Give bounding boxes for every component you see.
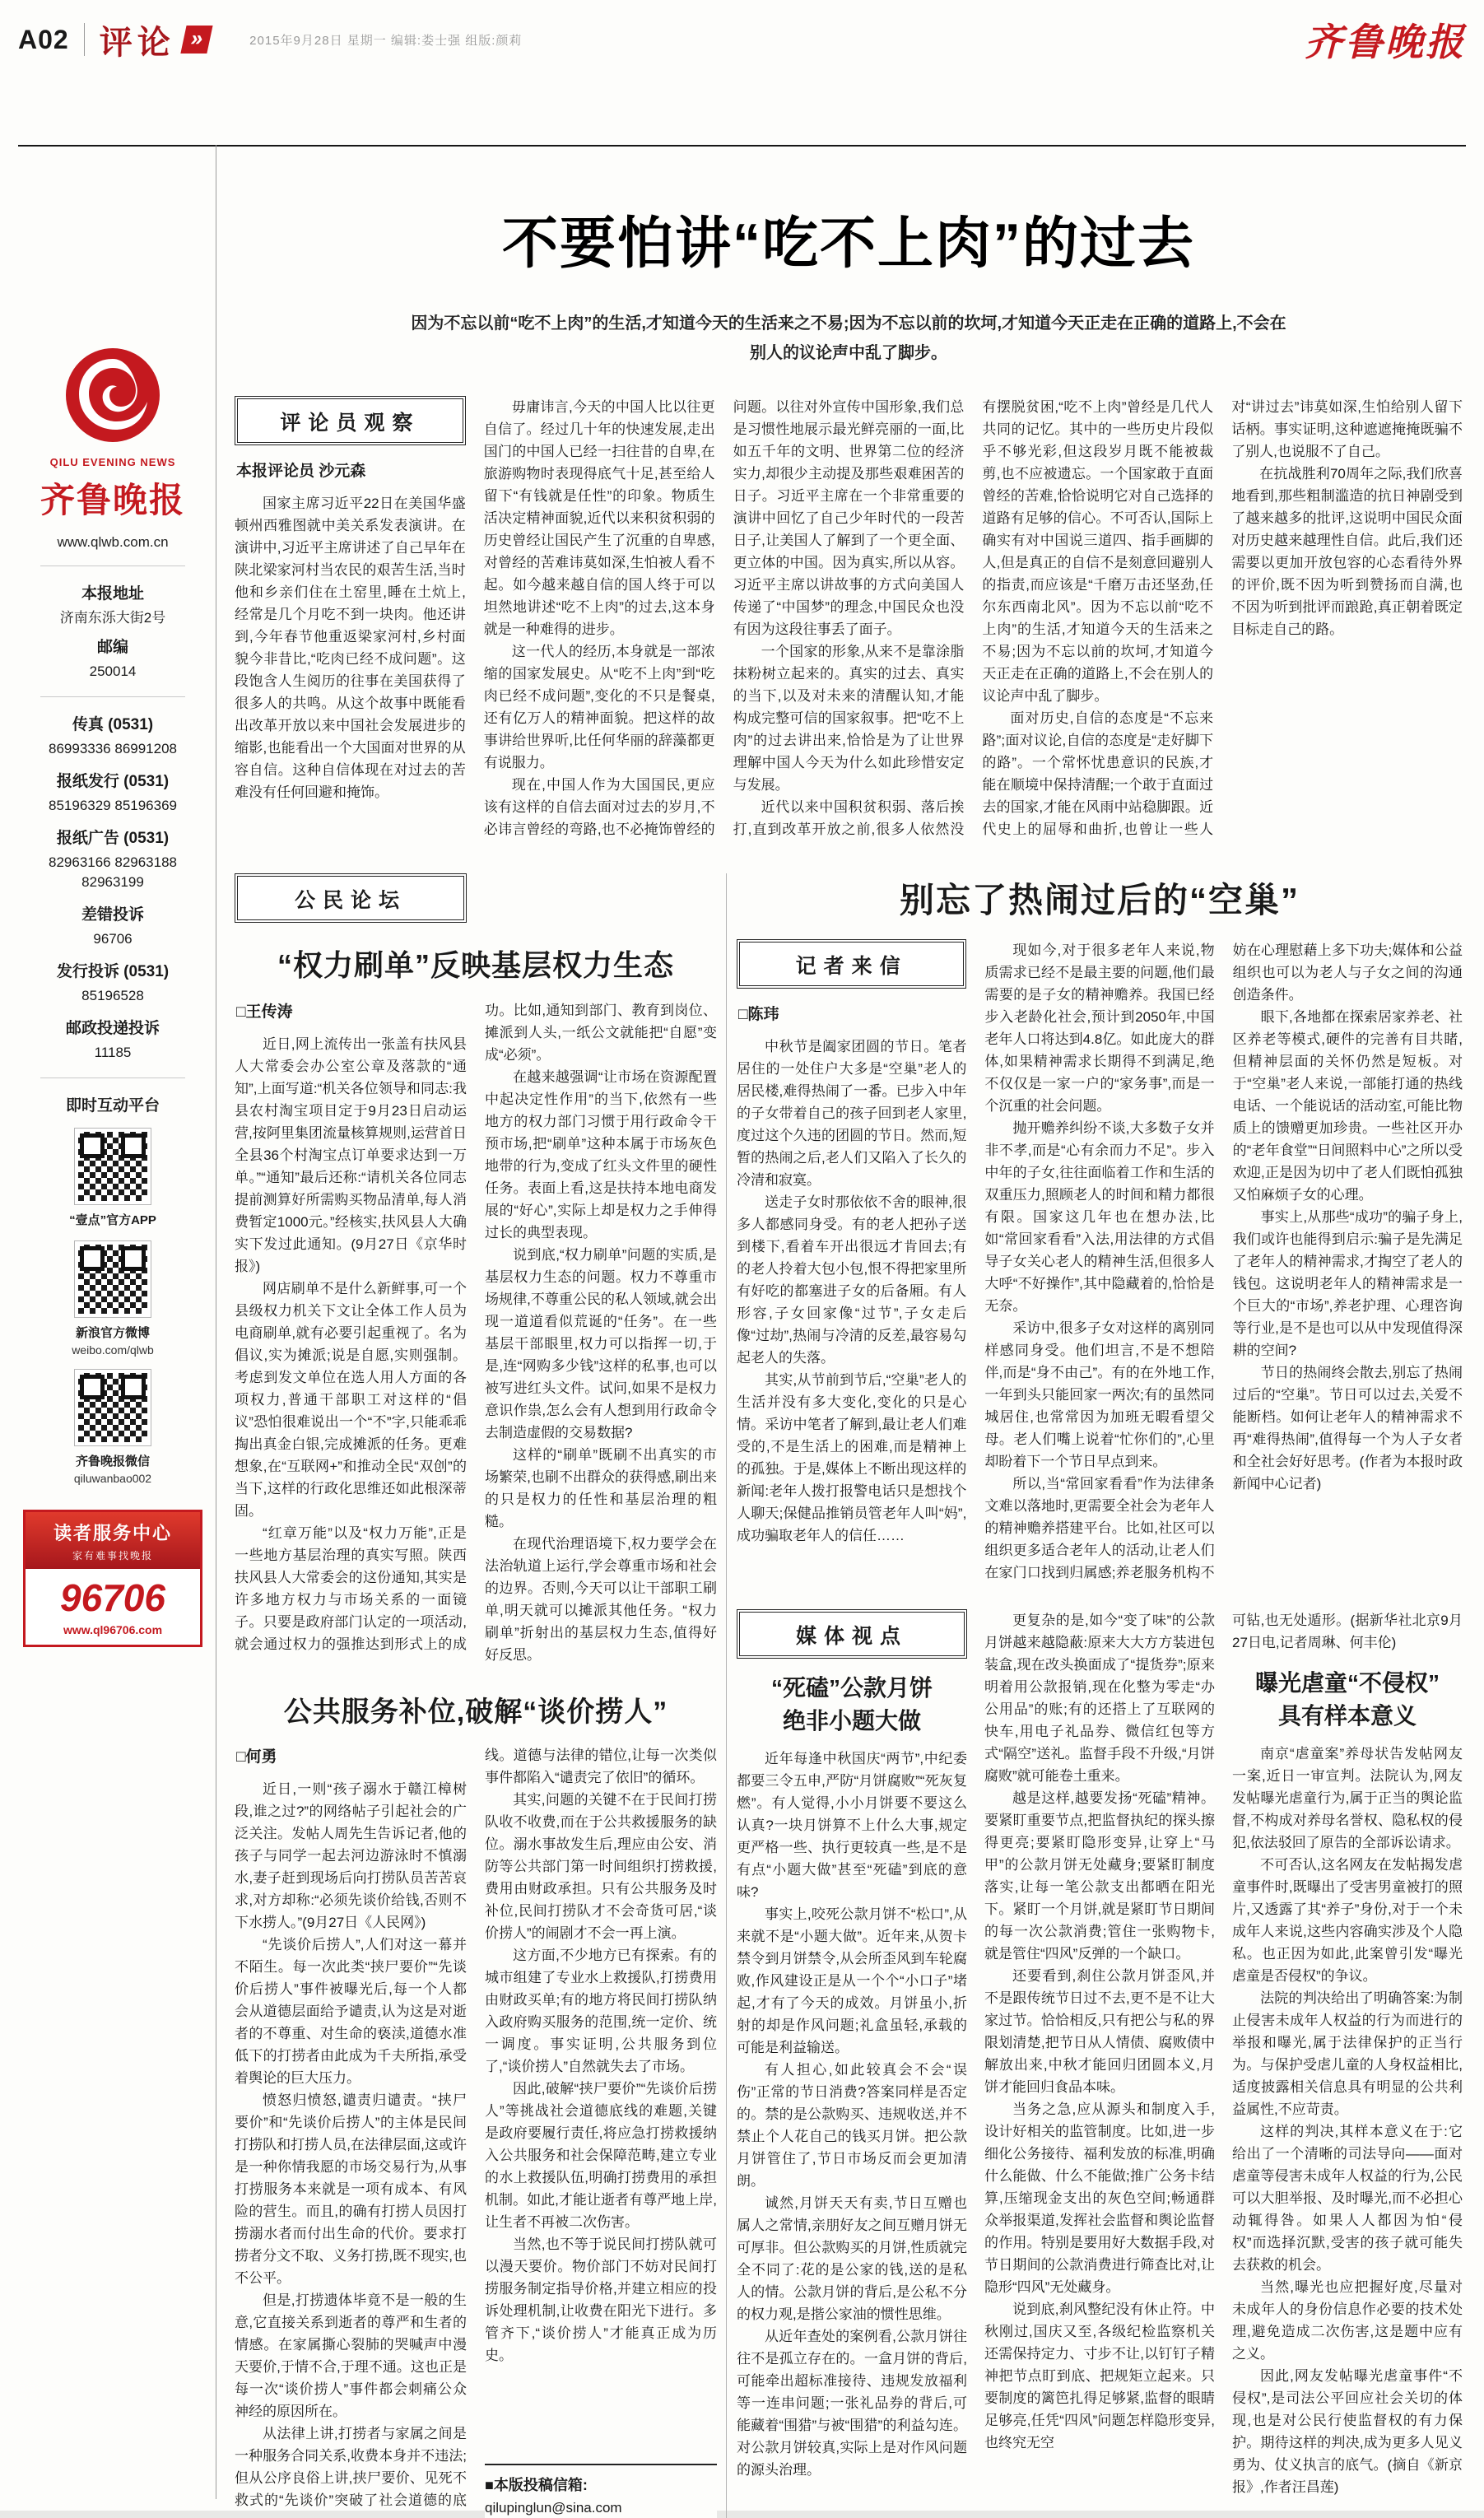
paragraph: 事实上,从那些“成功”的骗子身上,我们或许也能得到启示:骗子是先满足了老年人的精神需求,才掏空了老人的钱包。这说明老年人的精神需求是一个巨大的“市场”,养老护理、心理咨询等行业,是不是也可以从中发现值得深耕的空间? xyxy=(1232,1209,1463,1358)
paragraph: 但是,打捞遗体毕竟不是一般的生意,它直接关系到逝者的尊严和生者的情感。在家属撕心裂肺的哭喊声中漫天要价,于情不合,于理不通。这也正是每一次“谈价捞人”事件都会刺痛公众神经的原因所在。 xyxy=(235,2292,467,2419)
sidebar-divider-line xyxy=(40,1077,185,1078)
qr-caption: 新浪官方微博 xyxy=(75,1326,150,1340)
forum-article2-wrap xyxy=(235,1744,717,2518)
paragraph: 一个国家的形象,从来不是靠涂脂抹粉树立起来的。真实的过去、真实的当下,以及对未来的清醒认知,才能构成完整可信的国家叙事。把“吃不上肉”的过去讲出来,恰恰是为了让世界理解中国人今天为什么如此珍惜安定与发展。 xyxy=(733,644,965,793)
contact-label: 邮政投递投诉 xyxy=(65,1020,160,1037)
brand-logo-icon xyxy=(63,346,162,444)
contact-item xyxy=(23,1016,202,1063)
lead-byline: 本报评论员 沙元森 xyxy=(236,463,366,480)
paragraph: 法院的判决给出了明确答案:为制止侵害未成年人权益的行为而进行的举报和曝光,属于法律保护的正当行为。与保护受虐儿童的人身权益相比,适度披露相关信息具有明显的公共利益属性,不应苛责。 xyxy=(1232,1990,1463,2117)
paragraph: 这样的判决,其样本意义在于:它给出了一个清晰的司法导向——面对虐童等侵害未成年人权益的行为,公民可以大胆举报、及时曝光,而不必担心动辄得咎。如果人人都因为怕“侵权”而选择沉默,受害的孩子就可能失去获救的机会。 xyxy=(1232,2124,1463,2273)
right-region xyxy=(727,873,1463,2518)
paragraph: 这一代人的经历,本身就是一部浓缩的国家发展史。从“吃不上肉”到“吃肉已经不成问题”,变化的不只是餐桌,还有亿万人的精神面貌。把这样的故事讲给世界听,比任何华丽的辞藻都更有说服力。 xyxy=(483,644,715,770)
dateline: 2015年9月28日 星期一 编辑:娄士强 组版:颜莉 xyxy=(249,33,523,48)
lead-deck: 因为不忘以前“吃不上肉”的生活,才知道今天的生活来之不易;因为不忘以前的坎坷,才知道今天正走在正确的道路上,不会在别人的议论声中乱了脚步。 xyxy=(411,314,1286,362)
paragraph: 在越来越强调“让市场在资源配置中起决定性作用”的当下,依然有一些地方的权力部门习惯于用行政命令干预市场,把“刷单”这种本属于市场灰色地带的行为,变成了红头文件里的硬性任务。表面上看,这是扶持本地电商发展的“好心”,实际上却是权力之手伸得过长的典型表现。 xyxy=(485,1069,717,1240)
address-value: 济南东泺大街2号 xyxy=(59,610,166,626)
contact-numbers: 85196528 xyxy=(81,988,144,1003)
letter-paragraphs xyxy=(737,939,1463,1586)
paragraph: 愤怒归愤怒,谴责归谴责。“挟尸要价”和“先谈价后捞人”的主体是民间打捞队和打捞人员,在法律层面,这或许是一种你情我愿的市场交易行为,从事打捞服务本来就是一项有成本、有风险的营生。而且,的确有打捞人员因打捞溺水者而付出生命的代价。要求打捞者分文不取、义务打捞,既不现实,也不公平。 xyxy=(235,2092,467,2286)
paragraph: 中秋节是阖家团圆的节日。笔者居住的一处住户大多是“空巢”老人的居民楼,难得热闹了一番。已步入中年的子女带着自己的孩子回到老人家里,度过这个久违的团圆的节日。然而,短暂的热闹之后,老人们又陷入了长久的冷清和寂寞。 xyxy=(737,1039,967,1188)
qr-item xyxy=(23,1370,202,1485)
paragraph: 当务之急,应从源头和制度入手,设计好相关的监管制度。比如,进一步细化公务接待、福利发放的标准,明确什么能做、什么不能做;推广公务卡结算,压缩现金支出的灰色空间;畅通群众举报渠道,发挥社会监督和舆论监督的作用。特别是要用好大数据手段,对节日期间的公款消费进行筛查比对,让隐形“四风”无处藏身。 xyxy=(984,2101,1215,2295)
paragraph: 当然,曝光也应把握好度,尽量对未成年人的身份信息作必要的技术处理,避免造成二次伤害,这是题中应有之义。 xyxy=(1232,2279,1463,2362)
qr-subcaption: qiluwanbao002 xyxy=(73,1472,152,1485)
paragraph: “先谈价后捞人”,人们对这一幕并不陌生。每一次此类“挟尸要价”“先谈价后捞人”事件被曝光后,每一个人都会从道德层面给予谴责,认为这是对逝者的不尊重、对生命的亵渎,道德水准低下的打捞者由此成为千夫所指,承受着舆论的巨大压力。 xyxy=(235,1937,467,2086)
reader-service-tagline: 家有难事找晚报 xyxy=(72,1550,153,1562)
media-view-region xyxy=(737,1609,1463,2515)
media-article2-headline-line2: 具有样本意义 xyxy=(1277,1703,1417,1729)
paragraph: 这方面,不少地方已有探索。有的城市组建了专业水上救援队,打捞费用由财政买单;有的地方将民间打捞队纳入政府购买服务的范围,统一定价、统一调度。事实证明,公共服务到位了,“谈价捞人”自然就失去了市场。 xyxy=(485,1948,717,2074)
contact-list xyxy=(23,712,202,1063)
media-column-1 xyxy=(737,1609,967,2515)
contact-label: 报纸广告 (0531) xyxy=(56,830,170,847)
media-article1-paragraphs-b xyxy=(984,1609,1215,2454)
contact-label: 报纸发行 (0531) xyxy=(56,773,170,790)
kicker-commentator-observation: 评论员观察 xyxy=(235,396,466,445)
page-header xyxy=(18,13,1466,66)
header-divider xyxy=(84,23,85,56)
paragraph: 近日,一则“孩子溺水于赣江樟树段,谁之过?”的网络帖子引起社会的广泛关注。发帖人周先生告诉记者,他的孩子与同学一起去河边游泳时不慎溺水,妻子赶到现场后向打捞队员苦苦哀求,对方却称:“必须先谈价给钱,否则不下水捞人。”(9月27日《人民网》) xyxy=(235,1781,467,1930)
postcode-value: 250014 xyxy=(89,663,137,679)
paragraph: 毋庸讳言,今天的中国人比以往更自信了。经过几十年的快速发展,走出国门的中国人已经一扫往昔的自卑,在旅游购物时表现得底气十足,甚至给人留下“有钱就是任性”的印象。物质生活决定精神面貌,近代以来积贫积弱的历史曾经让国民产生了沉重的自卑感,对曾经的苦难讳莫如深,生怕被人看不起。如今越来越自信的国人终于可以坦然地讲述“吃不上肉”的过去,这本身就是一种难得的进步。 xyxy=(483,399,715,637)
contact-label: 差错投诉 xyxy=(81,906,144,924)
qr-list xyxy=(23,1129,202,1485)
masthead-logo: 齐鲁晚报 xyxy=(1305,20,1466,64)
contact-numbers: 86993336 86991208 xyxy=(49,741,177,756)
contact-item xyxy=(23,826,202,892)
letter-body xyxy=(737,939,1463,1586)
paragraph: 说到底,“权力刷单”问题的实质,是基层权力生态的问题。权力不尊重市场规律,不尊重公民的私人领域,就会出现一道道看似荒诞的“任务”。在一些基层干部眼里,权力可以指挥一切,于是,连“网购多少钱”这样的私事,也可以被写进红头文件。试问,如果不是权力意识作祟,怎么会有人想到用行政命令去制造虚假的交易数据? xyxy=(485,1247,717,1441)
paragraph: 事实上,咬死公款月饼不“松口”,从来就不是“小题大做”。近年来,从贺卡禁令到月饼禁令,从会所歪风到车轮腐败,作风建设正是从一个个“小口子”堵起,才有了今天的成效。月饼虽小,折射的却是作风问题;礼盒虽轻,承载的可能是利益输送。 xyxy=(737,1906,967,2055)
paragraph: 从法律上讲,打捞者与家属之间是一种服务合同关系,收费本身并不违法;但从公序良俗上讲,挟尸要价、见死不救式的“先谈价”突破了社会道德的底线。道德与法律的错位,让每一次类似事件都陷入“谴责完了依旧”的循环。 xyxy=(235,1748,717,2508)
reader-service-number: 96706 xyxy=(60,1576,165,1619)
paragraph: 有人担心,如此较真会不会“误伤”正常的节日消费?答案同样是否定的。禁的是公款购买、违规收送,并不禁止个人花自己的钱买月饼。把公款月饼管住了,节日市场反而会更加清朗。 xyxy=(737,2062,967,2189)
interactive-platform-title: 即时互动平台 xyxy=(65,1097,160,1115)
media-article2-headline xyxy=(1232,1667,1463,1733)
paragraph: 近日,网上流传出一张盖有扶风县人大常委会办公室公章及落款的“通知”,上面写道:“机关各位领导和同志:我县农村淘宝项目定于9月23日启动运营,按阿里集团流量核算规则,运营首日全县36个村淘宝点订单要求达到一万单。”“通知”最后还称:“请机关各位同志提前测算好所需购买物品清单,每人消费暂定1000元。”经核实,扶风县人大确实下发过此通知。(9月27日《京华时报》) xyxy=(235,1036,467,1274)
paragraph: 诚然,月饼天天有卖,节日互赠也属人之常情,亲朋好友之间互赠月饼无可厚非。但公款购买的月饼,性质就完全不同了:花的是公家的钱,送的是私人的情。公款月饼的背后,是公私不分的权力观,是揩公家油的惯性思维。 xyxy=(737,2195,967,2322)
forum-article2-byline: □何勇 xyxy=(236,1748,277,1766)
contact-label: 发行投诉 (0531) xyxy=(56,963,170,980)
forum-article2-paragraphs xyxy=(235,1744,717,2518)
paragraph: 面对历史,自信的态度是“不忘来路”;面对议论,自信的态度是“走好脚下的路”。一个常怀忧患意识的民族,才能在顺境中保持清醒;一个敢于直面过去的国家,才能在风雨中站稳脚跟。近代史上的屈辱和曲折,也曾让一些人对“讲过去”讳莫如深,生怕给别人留下话柄。事实证明,这种遮遮掩掩既骗不了别人,也说服不了自己。 xyxy=(982,399,1463,837)
qr-caption: “壹点”官方APP xyxy=(69,1213,156,1227)
address-block xyxy=(23,581,202,682)
lead-article-body xyxy=(235,396,1463,844)
paragraph: 在抗战胜利70周年之际,我们欣喜地看到,那些粗制滥造的抗日神剧受到了越来越多的批评,这说明中国民众面对历史越来越理性自信。此后,我们还需要以更加开放包容的心态看待外界的评价,既不因为听到赞扬而自满,也不因为听到批评而踉跄,真正朝着既定目标走自己的路。 xyxy=(1231,466,1463,637)
paragraph: 说到底,刹风整纪没有休止符。中秋刚过,国庆又至,各级纪检监察机关还需保持定力、寸步不让,以钉钉子精神把节点盯到底、把规矩立起来。只要制度的篱笆扎得足够紧,监督的眼睛足够亮,任凭“四风”问题怎样隐形变异,也终究无空 xyxy=(984,2302,1215,2451)
forum-article1-paragraphs xyxy=(235,999,717,1666)
contact-item xyxy=(23,712,202,759)
media-article2-paragraphs xyxy=(1232,1743,1463,2498)
sidebar-divider-line xyxy=(40,696,185,697)
media-article1-headline-line1: “死磕”公款月饼 xyxy=(770,1675,933,1701)
paragraph: 送走子女时那依依不舍的眼神,很多人都感同身受。有的老人把孙子送到楼下,看着车开出很远才肯回去;有的老人拎着大包小包,恨不得把家里所有好吃的都塞进子女的后备厢。有人形容,子女回家像“过节”,子女走后像“过劫”,热闹与冷清的反差,最容易勾起老人的失落。 xyxy=(737,1194,967,1366)
section-flag-icon: » xyxy=(180,26,213,54)
lower-sections xyxy=(235,873,1463,2518)
paragraph: 南京“虐童案”养母状告发帖网友一案,近日一审宣判。法院认为,网友发帖曝光虐童行为,属于正当的舆论监督,不构成对养母名誉权、隐私权的侵犯,依法驳回了原告的全部诉讼请求。 xyxy=(1232,1746,1463,1850)
paragraph: 从近年查处的案例看,公款月饼往往不是孤立存在的。一盒月饼的背后,可能牵出超标准接待、违规发放福利等一连串问题;一张礼品券的背后,可能藏着“围猎”与被“围猎”的利益勾连。对公款月饼较真,实际上是对作风问题的源头治理。 xyxy=(737,2329,967,2478)
contact-label: 传真 (0531) xyxy=(72,716,154,733)
media-article2-headline-line1: 曝光虐童“不侵权” xyxy=(1254,1670,1440,1696)
paragraph: 更复杂的是,如今“变了味”的公款月饼越来越隐蔽:原来大大方方装进包装盒,现在改头换面成了“提货券”;原来明着用公款报销,现在化整为零走“办公用品”的账;有的还搭上了互联网的快车,用电子礼品券、微信红包等方式“隔空”送礼。监督手段不升级,“月饼腐败”就可能卷土重来。 xyxy=(984,1613,1215,1784)
page-number: A02 xyxy=(18,24,69,54)
letter-byline: □陈玮 xyxy=(738,1006,779,1023)
paragraph: 因此,破解“挟尸要价”“先谈价后捞人”等挑战社会道德底线的难题,关键是政府要履行责任,将应急打捞救援纳入公共服务和社会保障范畴,建立专业的水上救援队伍,明确打捞费用的承担机制。如此,才能让逝者有尊严地上岸,让生者不再被二次伤害。 xyxy=(485,2081,717,2230)
forum-article1-byline: □王传涛 xyxy=(236,1003,293,1021)
sidebar xyxy=(23,346,202,1647)
paragraph: 还要看到,刹住公款月饼歪风,并不是跟传统节日过不去,更不是不让大家过节。恰恰相反,只有把公与私的界限划清楚,把节日从人情债、腐败债中解放出来,中秋才能回归团圆本义,月饼才能回归食品本味。 xyxy=(984,1968,1215,2095)
main-content xyxy=(235,153,1463,2518)
address-label: 本报地址 xyxy=(81,585,144,603)
paragraph: 眼下,各地都在探索居家养老、社区养老等模式,硬件的完善有目共睹,但精神层面的关怀仍然是短板。对于“空巢”老人来说,一部能打通的热线电话、一个能说话的活动室,可能比物质上的馈赠更加珍贵。一些社区开办的“老年食堂”“日间照料中心”之所以受欢迎,正是因为切中了老人们既怕孤独又怕麻烦子女的心理。 xyxy=(1232,1009,1463,1203)
brand-name-en: QILU EVENING NEWS xyxy=(49,456,176,468)
section-title: 评论 xyxy=(99,24,175,61)
qr-code-icon xyxy=(75,1370,151,1445)
forum-article2-body xyxy=(235,1744,717,2518)
reader-service-header xyxy=(26,1512,200,1569)
reader-service-box xyxy=(23,1510,202,1647)
qr-item xyxy=(23,1241,202,1357)
media-article1-headline-line2: 绝非小题大做 xyxy=(782,1708,921,1734)
paragraph: 现如今,对于很多老年人来说,物质需求已经不是最主要的问题,他们最需要的是子女的精神赡养。我国已经步入老龄化社会,预计到2050年,中国老年人口将达到4.8亿。如此庞大的群体,如果精神需求长期得不到满足,绝不仅仅是一家一户的“家务事”,而是一个沉重的社会问题。 xyxy=(984,943,1215,1114)
paragraph: 这样的“刷单”既刷不出真实的市场繁荣,也刷不出群众的获得感,刷出来的只是权力的任性和基层治理的粗糙。 xyxy=(485,1447,717,1529)
paragraph: 在现代治理语境下,权力要学会在法治轨道上运行,学会尊重市场和社会的边界。否则,今天可以让干部职工刷单,明天就可以摊派其他任务。“权力刷单”折射出的基层权力生态,值得好好反思。 xyxy=(485,1536,717,1663)
paragraph: 因此,网友发帖曝光虐童事件“不侵权”,是司法公平回应社会关切的体现,也是对公民行使监督权的有力保护。期待这样的判决,成为更多人见义勇为、仗义执言的底气。(摘自《新京报》,作者汪昌莲) xyxy=(1232,2368,1463,2495)
paragraph: “红章万能”以及“权力万能”,正是一些地方基层治理的真实写照。陕西扶风县人大常委会的这份通知,其实是许多地方权力与市场关系的一面镜子。只要是政府部门认定的一项活动,就会通过权力的强推达到形式上的成功。比如,通知到部门、教育到岗位、摊派到人头,一纸公文就能把“自愿”变成“必须”。 xyxy=(235,1003,717,1652)
paragraph: 国家主席习近平22日在美国华盛顿州西雅图就中美关系发表演讲。在演讲中,习近平主席讲述了自己早年在陕北梁家河村当农民的艰苦生活,当时他和乡亲们住在土窑里,睡在土炕上,经常是几个月吃不到一块肉。他还讲到,今年春节他重返梁家河村,乡村面貌今非昔比,“吃肉已经不成问题”。这段饱含人生阅历的往事在美国获得了很多人的共鸣。从这个故事中既能看出改革开放以来中国社会发展进步的缩影,也能看出一个大国面对世界的从容自信。这种自信体现在对过去的苦难没有任何回避和掩饰。 xyxy=(235,496,466,800)
citizen-forum-region xyxy=(235,873,727,2518)
submission-email: qilupinglun@sina.com xyxy=(485,2500,622,2516)
qr-subcaption: weibo.com/qlwb xyxy=(72,1343,154,1357)
contact-item xyxy=(23,769,202,816)
paragraph: 所以,当“常回家看看”作为法律条文难以落地时,更需要全社会为老年人的精神赡养搭建平台。比如,社区可以组织更多适合老年人的活动,让老人们在家门口找到归属感;养老服务机构不妨在心理慰藉上多下功夫;媒体和公益组织也可以为老人与子女之间的沟通创造条件。 xyxy=(984,943,1463,1580)
brand-website: www.qlwb.com.cn xyxy=(57,534,169,550)
paragraph: 越是这样,越要发扬“死磕”精神。要紧盯重要节点,把监督执纪的探头擦得更亮;要紧盯隐形变异,让穿上“马甲”的公款月饼无处藏身;要紧盯制度落实,让每一笔公款支出都晒在阳光下。紧盯一个月饼,就是紧盯节日期间的每一次公款消费;管住一张购物卡,就是管住“四风”反弹的一个缺口。 xyxy=(984,1790,1215,1962)
submission-note-label: ■本版投稿信箱: xyxy=(485,2477,588,2493)
media-article1-headline xyxy=(737,1672,967,1738)
brand-name-cn: 齐鲁晚报 xyxy=(40,480,185,520)
qr-code-icon xyxy=(75,1241,151,1317)
contact-numbers: 96706 xyxy=(93,931,133,947)
forum-article2-headline: 公共服务补位,破解“谈价捞人” xyxy=(283,1697,668,1728)
qr-item xyxy=(23,1129,202,1228)
forum-article1-body xyxy=(235,999,717,1666)
paragraph: 近代以来中国积贫积弱、落后挨打,直到改革开放之前,很多人依然没有摆脱贫困,“吃不上肉”曾经是几代人共同的记忆。其中的一些历史片段似乎不够光彩,但这段岁月既不能被裁剪,也不应被遗忘。一个国家敢于直面曾经的苦难,恰恰说明它对自己选择的道路有足够的信心。不可否认,国际上确实有对中国说三道四、指手画脚的人,但是真正的自信不是刻意回避别人的指责,而应该是“千磨万击还坚劲,任尔东西南北风”。因为不忘以前“吃不上肉”的生活,才知道今天的生活来之不易;因为不忘以前的坎坷,才知道今天正走在正确的道路上,不会在别人的议论声中乱了脚步。 xyxy=(733,399,1214,837)
paragraph: 网店刷单不是什么新鲜事,可一个县级权力机关下文让全体工作人员为电商刷单,就有必要引起重视了。名为倡议,实为摊派;说是自愿,实则强制。考虑到发文单位在选人用人方面的各项权力,普通干部职工对这样的“倡议”恐怕很难说出一个“不”字,只能乖乖掏出真金白银,完成摊派的任务。更难想象,在“互联网+”和推动全民“双创”的当下,这样的行政化思维还如此根深蒂固。 xyxy=(235,1281,467,1519)
media-article1-paragraphs-a xyxy=(737,1748,967,2481)
paragraph: 近年每逢中秋国庆“两节”,中纪委都要三令五申,严防“月饼腐败”“死灰复燃”。有人觉得,小小月饼要不要这么认真?一块月饼算不上什么大事,规定更严格一些、执行更较真一些,是不是有点“小题大做”甚至“死磕”到底的意味? xyxy=(737,1751,967,1900)
submission-note xyxy=(485,2464,717,2518)
letter-headline: 别忘了热闹过后的“空巢” xyxy=(899,881,1300,919)
qr-caption: 齐鲁晚报微信 xyxy=(75,1454,150,1468)
paragraph: 现在,中国人作为大国国民,更应该有这样的自信去面对过去的岁月,不必讳言曾经的弯路,也不必掩饰曾经的问题。以往对外宣传中国形象,我们总是习惯性地展示最光鲜亮丽的一面,比如五千年的文明、世界第二位的经济实力,却很少主动提及那些艰难困苦的日子。习近平主席在一个非常重要的演讲中回忆了自己少年时代的一段苦日子,让美国人了解到了一个更全面、更立体的中国。因为真实,所以从容。习近平主席以讲故事的方式向美国人传递了“中国梦”的理念,中国民众也没有因为这段往事丢了面子。 xyxy=(483,399,965,837)
lead-headline: 不要怕讲“吃不上肉”的过去 xyxy=(501,212,1195,275)
contact-numbers: 82963166 82963188 82963199 xyxy=(49,854,177,890)
paragraph: 可钻,也无处遁形。(据新华社北京9月27日电,记者周琳、何丰伦) xyxy=(1232,1613,1463,1650)
top-rule xyxy=(18,145,1466,147)
postcode-label: 邮编 xyxy=(96,639,128,656)
media-column-3 xyxy=(1232,1609,1463,2515)
kicker-reporter-letter: 记者来信 xyxy=(737,939,966,989)
paragraph: 其实,问题的关键不在于民间打捞队收不收费,而在于公共救援服务的缺位。溺水事故发生后,理应由公安、消防等公共部门第一时间组织打捞救援,费用由财政承担。只有公共服务及时补位,民间打捞队才不会奇货可居,“谈价捞人”的闹剧才不会一再上演。 xyxy=(485,1792,717,1941)
reader-service-site: www.ql96706.com xyxy=(63,1623,163,1636)
paragraph: 其实,从节前到节后,“空巢”老人的生活并没有多大变化,变化的只是心情。采访中笔者了解到,最让老人们难受的,不是生活上的困难,而是精神上的孤独。于是,媒体上不断出现这样的新闻:老年人拨打报警电话只是想找个人聊天;保健品推销员管老年人叫“妈”,成功骗取老年人的信任…… xyxy=(737,1372,967,1543)
qr-code-icon xyxy=(75,1129,151,1204)
paragraph: 抛开赡养纠纷不谈,大多数子女并非不孝,而是“心有余而力不足”。步入中年的子女,往往面临着工作和生活的双重压力,照顾老人的时间和精力都很有限。国家这几年也在想办法,比如“常回家看看”入法,用法律的方式倡导子女关心老人的精神生活,但很多人大呼“不好操作”,其中隐藏着的,恰恰是无奈。 xyxy=(984,1120,1215,1314)
kicker-citizen-forum: 公民论坛 xyxy=(235,873,467,923)
contact-item xyxy=(23,902,202,949)
forum-article1-headline: “权力刷单”反映基层权力生态 xyxy=(277,948,674,982)
media-column-2 xyxy=(984,1609,1215,2515)
paragraph: 当然,也不等于说民间打捞队就可以漫天要价。物价部门不妨对民间打捞服务制定指导价格,并建立相应的投诉处理机制,让收费在阳光下进行。多管齐下,“谈价捞人”才能真正成为历史。 xyxy=(485,2236,717,2363)
reader-service-title: 读者服务中心 xyxy=(53,1523,172,1543)
paragraph: 不可否认,这名网友在发帖揭发虐童事件时,既曝出了受害男童被打的照片,又透露了其“养子”身份,对于一个未成年人来说,这些内容确实涉及个人隐私。也正因为如此,此案曾引发“曝光虐童是否侵权”的争议。 xyxy=(1232,1857,1463,1984)
contact-item xyxy=(23,959,202,1006)
paragraph: 采访中,很多子女对这样的离别同样感同身受。他们坦言,不是不想陪伴,而是“身不由己”。有的在外地工作,一年到头只能回家一两次;有的虽然同城居住,也常常因为加班无暇看望父母。老人们嘴上说着“忙你们的”,心里却盼着下一个节日早点到来。 xyxy=(984,1320,1215,1469)
contact-numbers: 85196329 85196369 xyxy=(49,798,177,813)
media-article1-ending xyxy=(1232,1609,1463,1654)
contact-numbers: 11185 xyxy=(94,1045,132,1060)
paragraph: 节日的热闹终会散去,别忘了热闹过后的“空巢”。节日可以过去,关爱不能断档。如何让老年人的精神需求不再“难得热闹”,值得每一个为人子女者和全社会好好思考。(作者为本报时政新闻中心记者) xyxy=(1232,1365,1463,1492)
kicker-media-view: 媒体视点 xyxy=(737,1609,967,1659)
